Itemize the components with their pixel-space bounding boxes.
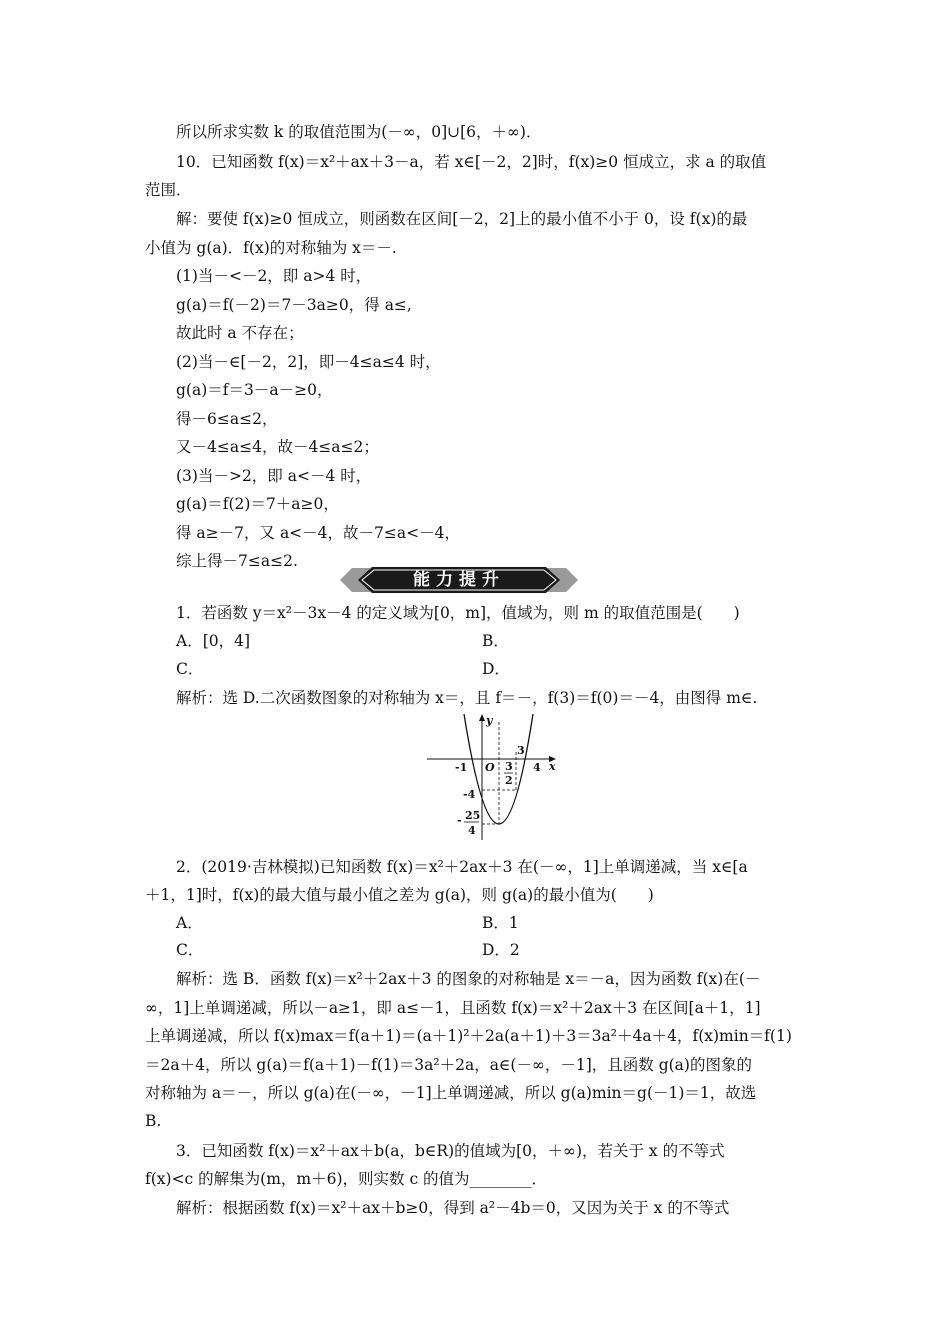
label-3-half-num: 3 (505, 760, 513, 773)
option-d: D． (482, 660, 510, 678)
question-2-stem: 2．(2019·吉林模拟)已知函数 f(x)＝x²＋2ax＋3 在(－∞，1]上单调递减，当 x∈[a (176, 858, 748, 876)
label-25-den: 4 (468, 824, 476, 837)
parabola-curve (464, 714, 533, 824)
text-line: ∞，1]上单调递减，所以－a≥1，即 a≤－1，且函数 f(x)＝x²＋2ax＋3 在区间[a＋1，1] (145, 999, 761, 1017)
label-3-top: 3 (517, 744, 525, 757)
question-3-stem-cont: f(x)<c 的解集为(m，m＋6)，则实数 c 的值为________． (145, 1170, 548, 1188)
question-10-stem: 10．已知函数 f(x)＝x²＋ax＋3－a，若 x∈[－2，2]时，f(x)≥0 恒成立，求 a 的取值 (176, 153, 767, 171)
text-line: (2)当－∈[－2，2]，即－4≤a≤4 时， (176, 353, 441, 371)
text-line: 解：要使 f(x)≥0 恒成立，则函数在区间[－2，2]上的最小值不小于 0，设 f(x)的最 (176, 210, 748, 228)
text-line: 得－6≤a≤2， (176, 410, 278, 428)
text-line: g(a)＝f＝3－a－≥0， (176, 381, 333, 399)
banner-title: 能力提升 (413, 570, 505, 590)
option-b: B． (482, 632, 509, 650)
question-1-analysis: 解析：选 D.二次函数图象的对称轴为 x＝，且 f＝－，f(3)＝f(0)＝－4，由图得 m∈. (176, 689, 758, 707)
text-line: 对称轴为 a＝－，所以 g(a)在(－∞，－1]上单调递减，所以 g(a)min＝g(－1)＝1，故选 (145, 1084, 757, 1102)
text-line: g(a)＝f(2)＝7＋a≥0， (176, 495, 339, 513)
text-line: g(a)＝f(－2)＝7－3a≥0，得 a≤, (176, 296, 412, 314)
text-line: ＝2a＋4，所以 g(a)＝f(a＋1)－f(1)＝3a²＋2a，a∈(－∞，－1]，且函数 g(a)的图象的 (145, 1056, 752, 1074)
text-line: (3)当－>2，即 a<－4 时， (176, 467, 372, 485)
label-neg1: -1 (455, 761, 468, 774)
text-line: 上单调递减，所以 f(x)max＝f(a＋1)＝(a＋1)²＋2a(a＋1)＋3＝3a²＋4a＋4，f(x)min＝f(1) (145, 1027, 792, 1045)
question-2-stem-cont: ＋1，1]时，f(x)的最大值与最小值之差为 g(a)，则 g(a)的最小值为( ) (145, 886, 654, 904)
y-axis-arrow (479, 714, 485, 721)
text-line: 综上得－7≤a≤2. (176, 552, 298, 570)
option-c: C． (176, 941, 204, 959)
label-4: 4 (533, 761, 541, 774)
x-label: x (549, 760, 556, 773)
text-line: 范围． (145, 181, 192, 199)
text-line: 故此时 a 不存在； (176, 324, 304, 342)
question-2-analysis: 解析：选 B．函数 f(x)＝x²＋2ax＋3 的图象的对称轴是 x＝－a，因为函数 f(x)在(－ (176, 970, 761, 988)
text-line: (1)当－<－2，即 a>4 时， (176, 267, 372, 285)
label-3-half-den: 2 (505, 774, 513, 787)
y-label: y (486, 714, 493, 727)
text-line: 小值为 g(a)．f(x)的对称轴为 x＝－. (145, 239, 397, 257)
option-d: D．2 (482, 941, 520, 959)
question-3-analysis: 解析：根据函数 f(x)＝x²＋ax＋b≥0，得到 a²－4b＝0，又因为关于 x 的不等式 (176, 1199, 730, 1217)
label-25-num: 25 (465, 809, 481, 822)
option-a: A．[0，4] (176, 632, 251, 650)
text-line: 得 a≥－7，又 a<－4，故－7≤a<－4， (176, 524, 460, 542)
question-3-stem: 3．已知函数 f(x)＝x²＋ax＋b(a，b∈R)的值域为[0，＋∞)，若关于 x 的不等式 (176, 1142, 725, 1160)
label-minus: - (457, 814, 462, 827)
label-neg4: -4 (463, 788, 476, 801)
section-banner (340, 566, 578, 594)
label-origin: O (485, 761, 495, 774)
question-1-stem: 1．若函数 y＝x²－3x－4 的定义域为[0，m]，值域为，则 m 的取值范围是( ) (176, 604, 740, 622)
text-line: 又－4≤a≤4，故－4≤a≤2； (176, 438, 379, 456)
option-a: A． (176, 914, 203, 932)
text-line: 所以所求实数 k 的取值范围为(－∞，0]∪[6，＋∞)． (176, 123, 542, 141)
option-c: C． (176, 660, 204, 678)
parabola-figure (425, 712, 560, 842)
option-b: B．1 (482, 914, 519, 932)
text-line: B. (145, 1112, 162, 1130)
